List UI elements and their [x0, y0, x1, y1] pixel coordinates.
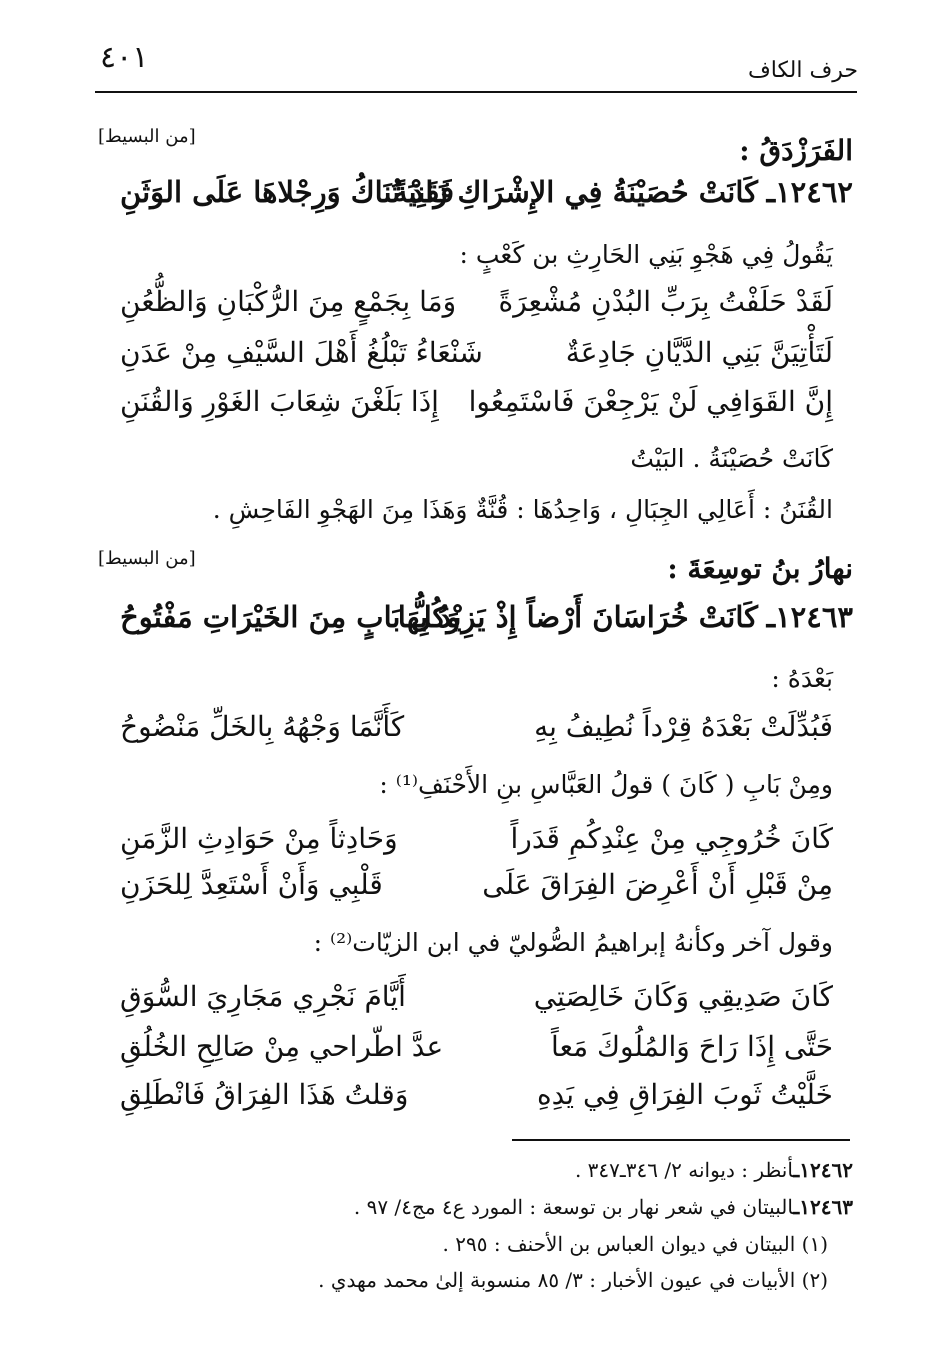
footnote-rule [512, 1139, 850, 1141]
footnote-label: ١٢٤٦٢ـ [793, 1158, 853, 1182]
footnote-label: ١٢٤٦٣ـ [793, 1195, 853, 1219]
meter-label: [من البسيط] [98, 126, 196, 147]
footnote-label: (١) [801, 1232, 828, 1256]
verse-hemistich-left: أَيَّامَ نَجْرِي مَجَارِيَ السُّوَقِ [120, 980, 406, 1013]
verse-hemistich-right: فَبُدِّلَتْ بَعْدَهُ قِرْداً نُطِيفُ بِهِ [534, 710, 833, 743]
prose-intro: يَقُولُ فِي هَجْوِ بَنِي الحَارِثِ بن كَعْبٍ : [459, 240, 833, 269]
footnote-text: أنظر : ديوانه ٢/ ٣٤٦ـ٣٤٧ . [574, 1158, 794, 1182]
verse-hemistich-left: كَأَنَّمَا وَجْهُهُ بِالخَلِّ مَنْضُوحُ [120, 710, 405, 743]
verse-hemistich-left: وَقلتُ هَذَا الفِرَاقُ فَانْطَلِقِ [120, 1078, 409, 1111]
verse-hemistich-left: فَقَدْ تُنَاكُ وَرِجْلاهَا عَلَى الوَثَنِ [120, 175, 455, 209]
verse-hemistich-left: شَنْعَاءُ تَبْلُغُ أَهْلَ السَّيْفِ مِنْ عَدَنِ [120, 336, 483, 369]
verse-hemistich-left: إِذَا بَلَغْنَ شِعَابَ الغَوْرِ وَالقُنَنِ [120, 385, 439, 418]
footnote [443, 1232, 828, 1256]
footnote-text: البيتان في ديوان العباس بن الأحنف : ٢٩٥ . [442, 1232, 796, 1256]
prose-line: كَانَتْ حُصَيْنَةُ . البَيْتُ [630, 444, 833, 473]
verse-hemistich-right: كَانَ صَدِيقِي وَكَانَ خَالِصَتِي [533, 980, 833, 1013]
prose-intro: ومِنْ بَابِ ( كَانَ ) قولُ العَبَّاسِ بنِ الأَحْنَفِ⁽¹⁾ : [379, 770, 833, 799]
footnote-text: الأبيات في عيون الأخبار : ٣/ ٨٥ منسوبة إلىٰ محمد مهدي . [318, 1268, 796, 1292]
verse-number: ١٢٤٦٣ـ [766, 600, 853, 634]
verse-hemistich-right: كَانَتْ حُصَيْنَةُ فِي الإِشْرَاكِ زَانِيَةً [392, 175, 758, 209]
poet-name: نهارُ بنُ توسِعَةَ : [667, 552, 853, 585]
verse-hemistich-right: مِنْ قَبْلِ أَنْ أَعْرِضَ الفِرَاقَ عَلَى [482, 868, 833, 901]
chapter-title: حرف الكاف [747, 58, 858, 83]
prose-intro: وقول آخر وكأنهُ إبراهيمُ الصُّوليّ في ابن الزيّات⁽²⁾ : [313, 928, 833, 957]
verse-hemistich-right: لَقَدْ حَلَفْتُ بِرَبِّ البُدْنِ مُشْعِرَةً [498, 285, 833, 318]
verse-hemistich-right: خَلَّيْتُ ثَوبَ الفِرَاقِ فِي يَدِهِ [536, 1078, 833, 1111]
verse-hemistich-left: قَلْبِي وَأَنْ أَسْتَعِدَّ لِلحَزَنِ [120, 868, 383, 901]
meter-label: [من البسيط] [98, 548, 196, 569]
verse-hemistich-left: وَكُلُّ بَابٍ مِنَ الخَيْرَاتِ مَفْتُوحُ [120, 600, 461, 634]
prose-intro: بَعْدَهُ : [771, 664, 833, 693]
footnote [575, 1158, 853, 1182]
verse-hemistich-left: وَمَا بِجَمْعٍ مِنَ الرُّكْبَانِ وَالظُّعُنِ [120, 285, 457, 318]
gloss-line: القُنَنُ : أَعَالِي الجِبَالِ ، وَاحِدُهَا : قُنَّةٌ وَهَذَا مِنَ الهَجْوِ الفَاحِشِ . [212, 495, 833, 524]
verse-hemistich-left: وَحَادِثاً مِنْ حَوَادِثِ الزَّمَنِ [120, 822, 398, 855]
verse-hemistich-right: لَتَأْتِيَنَّ بَنِي الدَّيَّانِ جَادِعَةٌ [565, 336, 833, 369]
verse-hemistich-right: حَتَّى إِذَا رَاحَ وَالمُلُوكَ مَعاً [551, 1030, 833, 1063]
verse-hemistich-right: كَانَتْ خُرَاسَانَ أَرْضاً إِذْ يَزِيْدُ بِهَا [397, 600, 758, 634]
header-rule [95, 91, 857, 93]
verse-hemistich-left: عدَّ اطّراحي مِنْ صَالِحِ الخُلُقِ [120, 1030, 444, 1063]
footnote-text: البيتان في شعر نهار بن توسعة : المورد ع٤ مج٤/ ٩٧ . [353, 1195, 794, 1219]
poet-name: الفَرَزْدَقُ : [739, 134, 853, 167]
footnote [318, 1268, 828, 1292]
verse-hemistich-right: كَانَ خُرُوجِي مِنْ عِنْدِكُمِ قَدَراً [510, 822, 833, 855]
page-number: ٤٠١ [100, 40, 149, 75]
verse-hemistich-right: إِنَّ القَوَافِي لَنْ يَرْجِعْنَ فَاسْتَمِعُوا [468, 385, 833, 418]
footnote [354, 1195, 853, 1219]
footnote-label: (٢) [801, 1268, 828, 1292]
verse-number: ١٢٤٦٢ـ [766, 175, 853, 209]
